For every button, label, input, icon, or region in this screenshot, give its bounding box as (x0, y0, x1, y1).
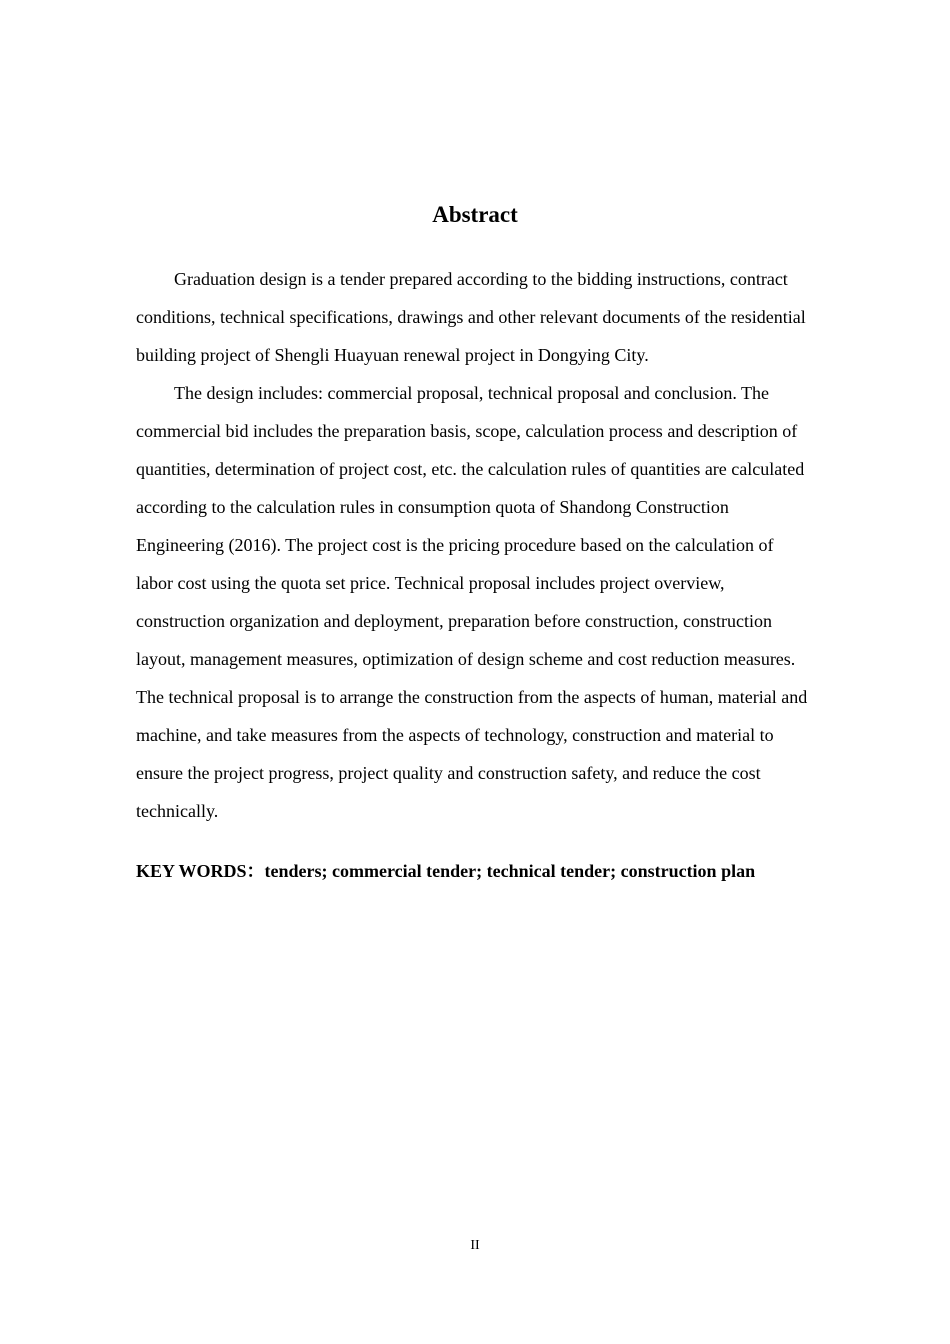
abstract-body (136, 260, 812, 830)
keywords-label: KEY WORDS： (136, 861, 265, 881)
abstract-title: Abstract (432, 202, 518, 227)
keywords-line (136, 856, 836, 886)
keywords-list: tenders; commercial tender; technical tender; construction plan (264, 861, 756, 881)
abstract-paragraph-1: Graduation design is a tender prepared according to the bidding instructions, contract conditions, technical specifications, drawings and other relevant documents of the residential building project of Shengli Huayuan renewal project in Dongying City. (136, 269, 806, 365)
page-number: II (470, 1238, 480, 1253)
abstract-paragraph-2: The design includes: commercial proposal, technical proposal and conclusion. The commercial bid includes the preparation basis, scope, calculation process and description of quantities, determination of project cost, etc. the calculation rules of quantities are calculated according to the calculation rules in consumption quota of Shandong Construction Engineering (2016). The project cost is the pricing procedure based on the calculation of labor cost using the quota set price. Technical proposal includes project overview, construction organization and deployment, preparation before construction, construction layout, management measures, optimization of design scheme and cost reduction measures. The technical proposal is to arrange the construction from the aspects of human, material and machine, and take measures from the aspects of technology, construction and material to ensure the project progress, project quality and construction safety, and reduce the cost technically. (136, 383, 808, 821)
